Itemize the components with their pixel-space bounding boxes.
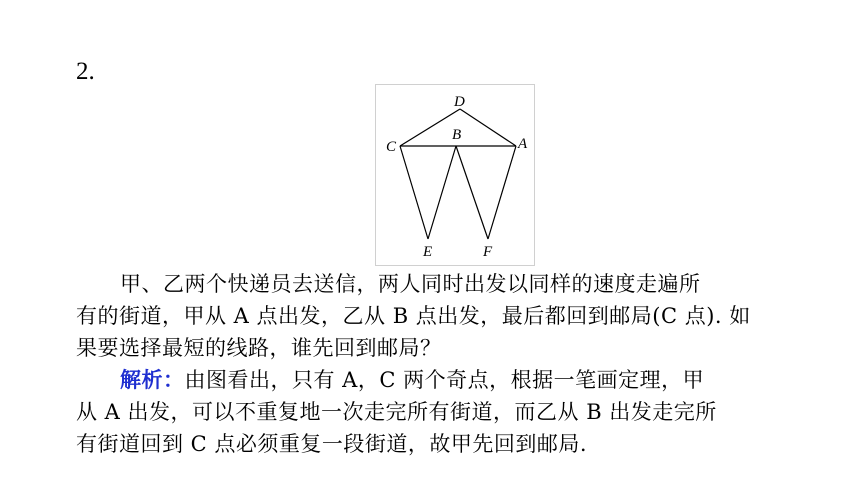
question-line: 果要选择最短的线路，谁先回到邮局？ — [76, 336, 442, 360]
edge-FA — [488, 146, 516, 239]
question-line: 甲、乙两个快递员去送信，两人同时出发以同样的速度走遍所 — [120, 272, 701, 296]
edge-CD — [400, 109, 460, 146]
analysis-line: 由图看出，只有 A，C 两个奇点，根据一笔画定理，甲 — [184, 368, 705, 392]
edge-BF — [456, 146, 488, 239]
edge-EB — [428, 146, 456, 239]
point-label-D: D — [454, 94, 465, 110]
point-label-A: A — [518, 136, 528, 152]
analysis-line: 有街道回到 C 点必须重复一段街道，故甲先回到邮局. — [76, 432, 588, 456]
analysis-label: 解析： — [120, 367, 185, 392]
question-text — [76, 268, 796, 364]
question-line: 有的街道，甲从 A 点出发，乙从 B 点出发，最后都回到邮局(C 点). 如 — [76, 304, 751, 328]
edge-DA — [460, 109, 516, 146]
street-graph — [376, 85, 536, 267]
point-label-E: E — [423, 244, 433, 260]
analysis-line: 从 A 出发，可以不重复地一次走完所有街道，而乙从 B 出发走完所 — [76, 400, 717, 424]
edge-CE — [400, 146, 428, 239]
point-label-C: C — [386, 139, 397, 155]
analysis-first-line — [76, 364, 796, 396]
analysis-text — [76, 364, 796, 460]
point-label-F: F — [483, 244, 493, 260]
point-label-B: B — [452, 127, 462, 143]
graph-figure — [375, 84, 535, 266]
question-number: 2. — [76, 58, 95, 85]
